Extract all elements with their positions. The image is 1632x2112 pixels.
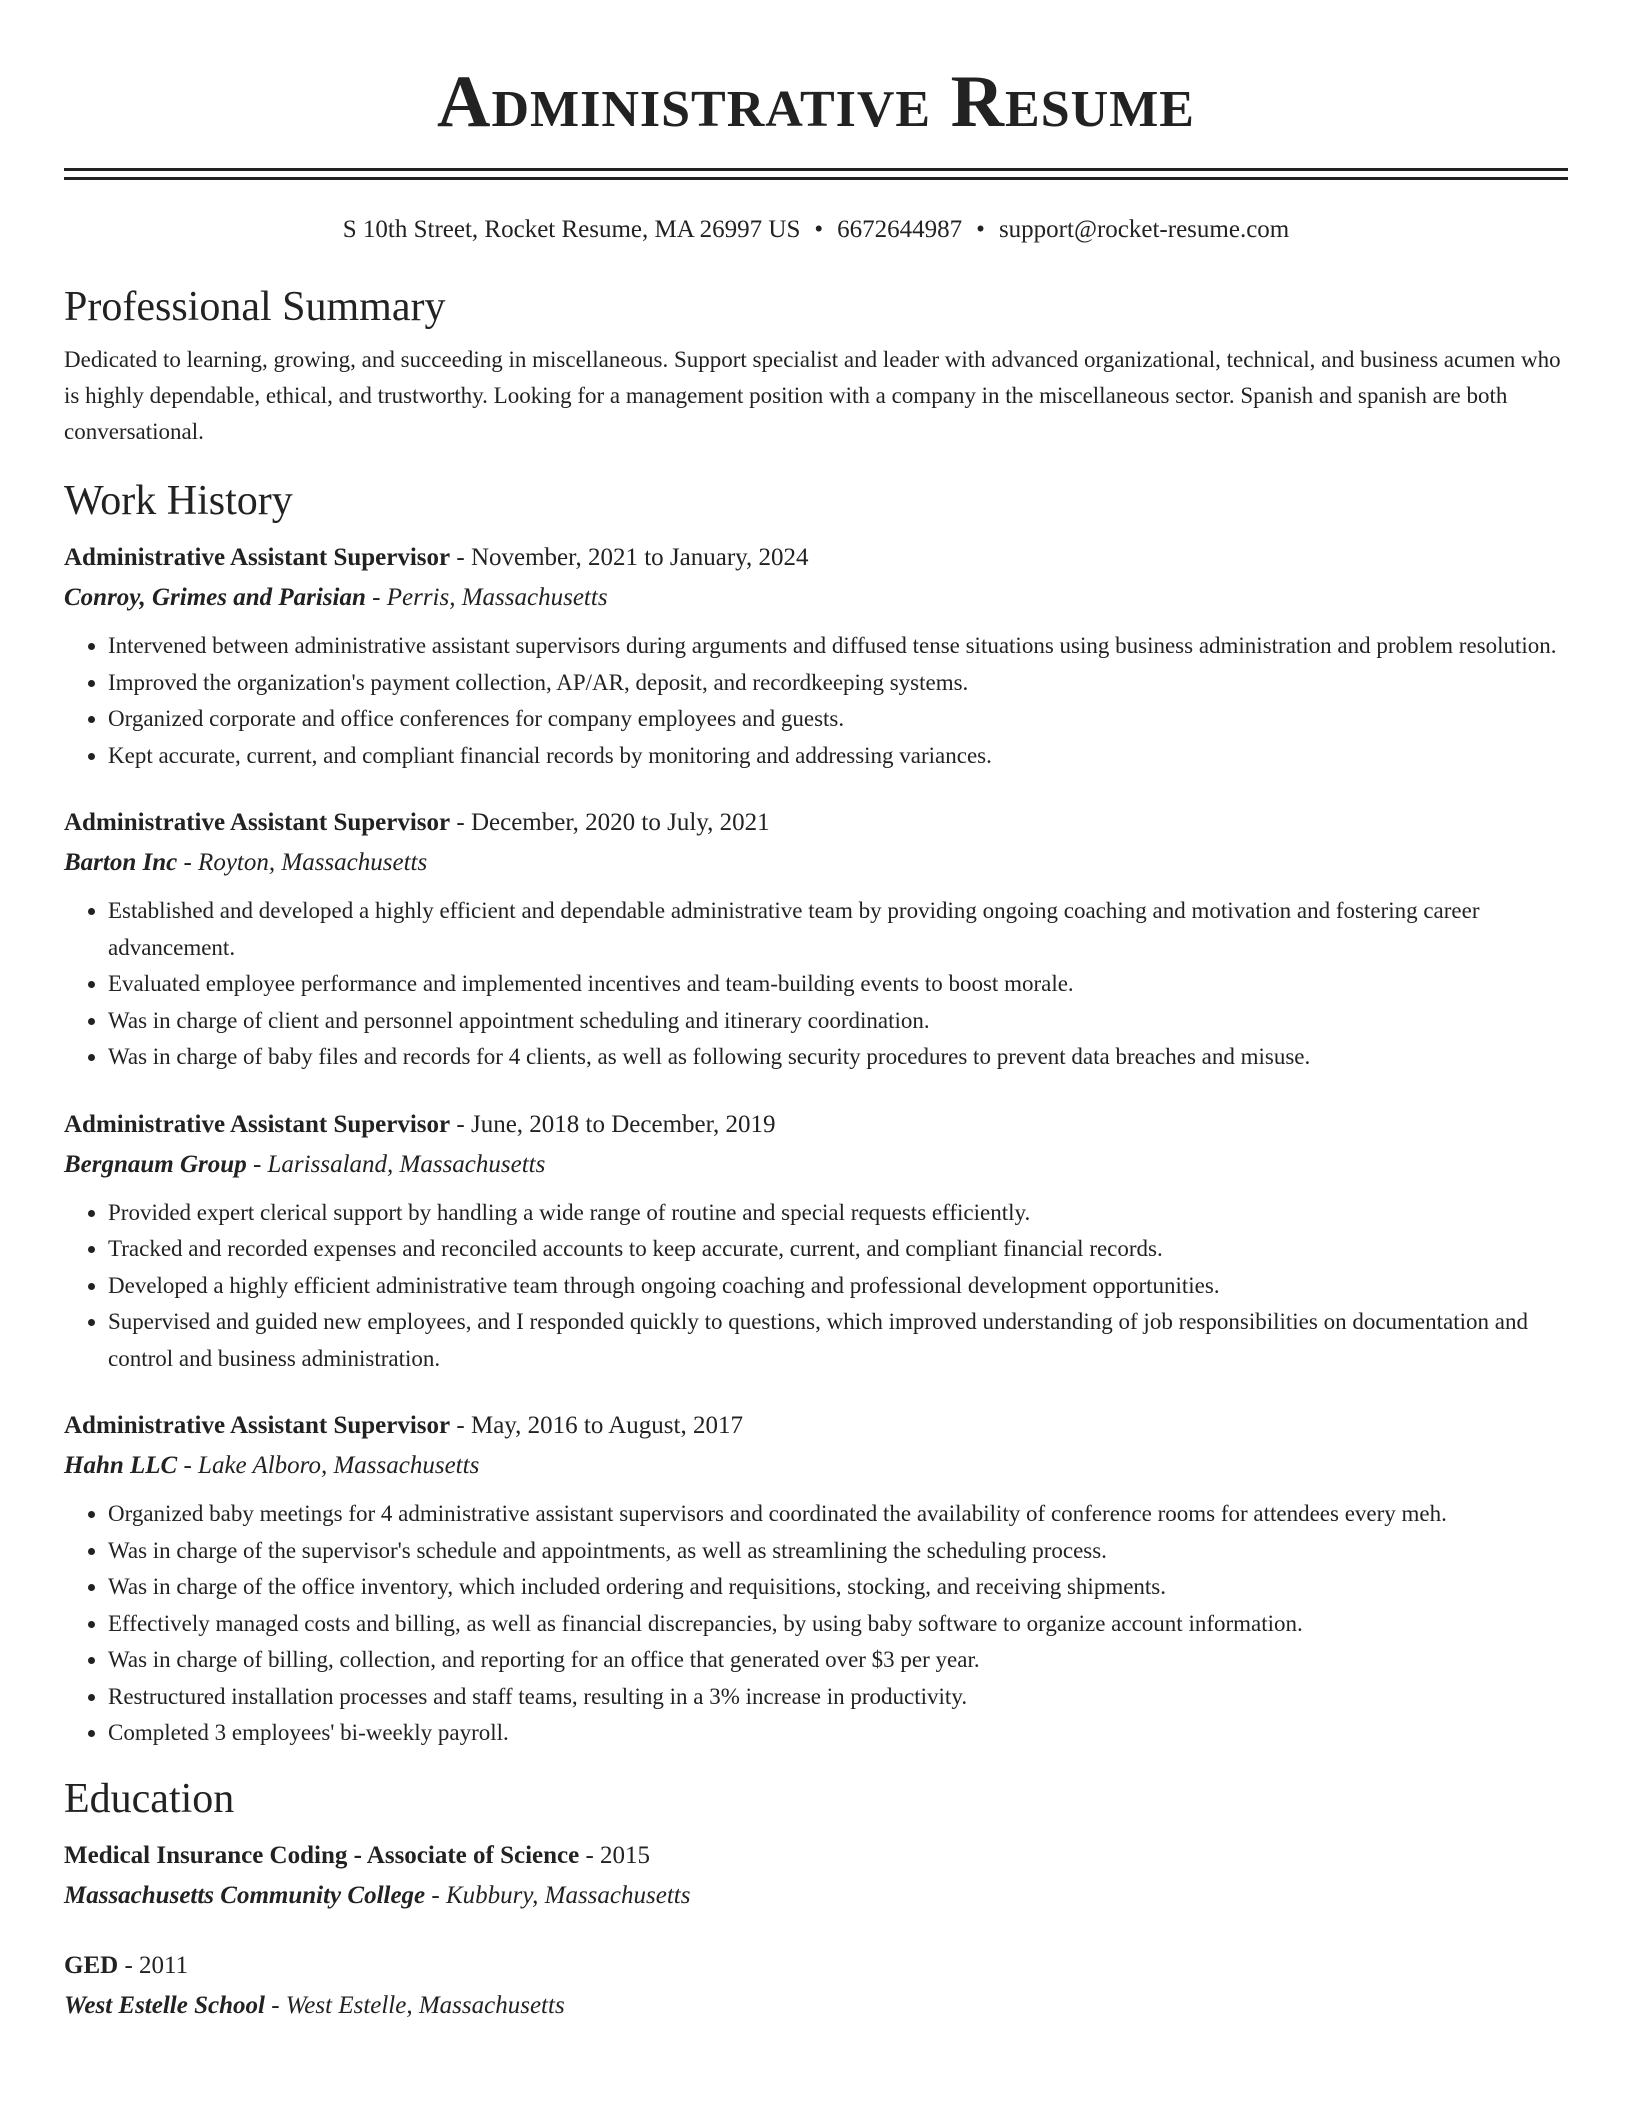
job-title: Administrative Assistant Supervisor — [64, 1110, 451, 1138]
job-bullets — [64, 1496, 1568, 1752]
job-dates: - June, 2018 to December, 2019 — [450, 1110, 776, 1138]
job-bullet: • Was in charge of baby files and records for 4 clients, as well as following security procedures to prevent data breaches and misuse. — [108, 1039, 1568, 1076]
job-bullet: • Was in charge of client and personnel appointment scheduling and itinerary coordination. — [108, 1003, 1568, 1040]
education-header — [64, 1836, 1568, 1876]
job-bullets — [64, 628, 1568, 774]
contact-phone: 6672644987 — [837, 216, 963, 243]
job-entry — [64, 803, 1568, 1076]
contact-separator: • — [814, 216, 824, 243]
job-company-line — [64, 578, 1568, 618]
summary-heading: Professional Summary — [64, 284, 446, 330]
job-header — [64, 1406, 1568, 1446]
education-year: - 2011 — [118, 1951, 189, 1979]
job-bullet: • Restructured installation processes and staff teams, resulting in a 3% increase in productivity. — [108, 1679, 1568, 1716]
education-entry — [64, 1946, 1568, 2026]
job-company: Barton Inc — [64, 849, 178, 876]
job-location: - Perris, Massachusetts — [365, 584, 608, 611]
job-bullet: • Improved the organization's payment collection, AP/AR, deposit, and recordkeeping systems. — [108, 665, 1568, 702]
job-dates: - December, 2020 to July, 2021 — [450, 809, 770, 836]
job-header — [64, 1105, 1568, 1145]
job-dates: - November, 2021 to January, 2024 — [450, 544, 809, 571]
job-location: - Larissaland, Massachusetts — [246, 1150, 546, 1178]
job-bullet: • Organized corporate and office conferences for company employees and guests. — [108, 701, 1568, 738]
summary-text: Dedicated to learning, growing, and succeeding in miscellaneous. Support specialist and leader with advanced organizational, technical, and business acumen who is highly dependable, ethical, and trustworthy. Looking for a management position with a company in the miscellaneous sector. Spanish and spanish are both conversational. — [64, 347, 1561, 444]
job-bullet: • Effectively managed costs and billing, as well as financial discrepancies, by using baby software to organize account information. — [108, 1606, 1568, 1643]
contact-line — [64, 216, 1568, 244]
education-location: - Kubbury, Massachusetts — [425, 1881, 691, 1909]
education-degree: GED — [64, 1951, 119, 1979]
education-school-line — [64, 1986, 1568, 2026]
job-entry — [64, 1105, 1568, 1378]
job-bullet: • Completed 3 employees' bi-weekly payroll. — [108, 1715, 1568, 1752]
education-year: - 2015 — [579, 1841, 651, 1869]
job-title: Administrative Assistant Supervisor — [64, 544, 451, 571]
job-title: Administrative Assistant Supervisor — [64, 1412, 451, 1439]
job-bullet: • Intervened between administrative assistant supervisors during arguments and diffused tense situations using business administration and problem resolution. — [108, 628, 1568, 665]
job-company-line — [64, 1446, 1568, 1486]
job-bullet: • Established and developed a highly efficient and dependable administrative team by providing ongoing coaching and motivation and fostering career advancement. — [108, 893, 1568, 966]
contact-address: S 10th Street, Rocket Resume, MA 26997 US — [342, 216, 801, 243]
job-bullet: • Kept accurate, current, and compliant financial records by monitoring and addressing variances. — [108, 738, 1568, 775]
job-entry — [64, 538, 1568, 774]
education-degree: Medical Insurance Coding - Associate of Science — [64, 1841, 580, 1869]
job-entry — [64, 1406, 1568, 1752]
job-bullet: • Evaluated employee performance and implemented incentives and team-building events to boost morale. — [108, 966, 1568, 1003]
job-header — [64, 538, 1568, 578]
education-heading: Education — [64, 1775, 235, 1822]
contact-separator: • — [976, 216, 985, 243]
title-double-rule — [64, 168, 1568, 180]
job-bullet: • Was in charge of the office inventory, which included ordering and requisitions, stocking, and receiving shipments. — [108, 1569, 1568, 1606]
education-entry — [64, 1836, 1568, 1916]
job-location: - Lake Alboro, Massachusetts — [177, 1452, 480, 1479]
education-school: Massachusetts Community College — [64, 1881, 426, 1909]
resume-title: Administrative Resume — [437, 61, 1195, 143]
education-school-line — [64, 1876, 1568, 1916]
job-bullets — [64, 1195, 1568, 1378]
education-header — [64, 1946, 1568, 1986]
rule-line-bottom — [64, 177, 1568, 180]
job-bullets — [64, 893, 1568, 1076]
job-location: - Royton, Massachusetts — [177, 849, 428, 876]
job-company: Hahn LLC — [64, 1452, 178, 1479]
job-company-line — [64, 1145, 1568, 1185]
job-bullet: • Provided expert clerical support by handling a wide range of routine and special requests efficiently. — [108, 1195, 1568, 1232]
work-history-heading: Work History — [64, 478, 293, 524]
job-bullet: • Was in charge of the supervisor's schedule and appointments, as well as streamlining the scheduling process. — [108, 1533, 1568, 1570]
education-school: West Estelle School — [64, 1991, 265, 2019]
job-bullet: • Organized baby meetings for 4 administrative assistant supervisors and coordinated the availability of conference rooms for attendees every meh. — [108, 1496, 1568, 1533]
job-bullet: • Developed a highly efficient administrative team through ongoing coaching and professional development opportunities. — [108, 1268, 1568, 1305]
job-bullet: • Tracked and recorded expenses and reconciled accounts to keep accurate, current, and compliant financial records. — [108, 1231, 1568, 1268]
rule-line-top — [64, 168, 1568, 171]
job-header — [64, 803, 1568, 843]
contact-email: support@rocket-resume.com — [998, 216, 1290, 243]
job-company: Bergnaum Group — [64, 1150, 247, 1178]
job-company-line — [64, 843, 1568, 883]
education-location: - West Estelle, Massachusetts — [264, 1991, 565, 2019]
resume-page — [64, 0, 1568, 2026]
job-bullet: • Supervised and guided new employees, and I responded quickly to questions, which improved understanding of job responsibilities on documentation and control and business administration. — [108, 1304, 1568, 1377]
job-company: Conroy, Grimes and Parisian — [64, 584, 366, 611]
job-bullet: • Was in charge of billing, collection, and reporting for an office that generated over $3 per year. — [108, 1642, 1568, 1679]
job-dates: - May, 2016 to August, 2017 — [450, 1412, 743, 1439]
job-title: Administrative Assistant Supervisor — [64, 809, 451, 836]
